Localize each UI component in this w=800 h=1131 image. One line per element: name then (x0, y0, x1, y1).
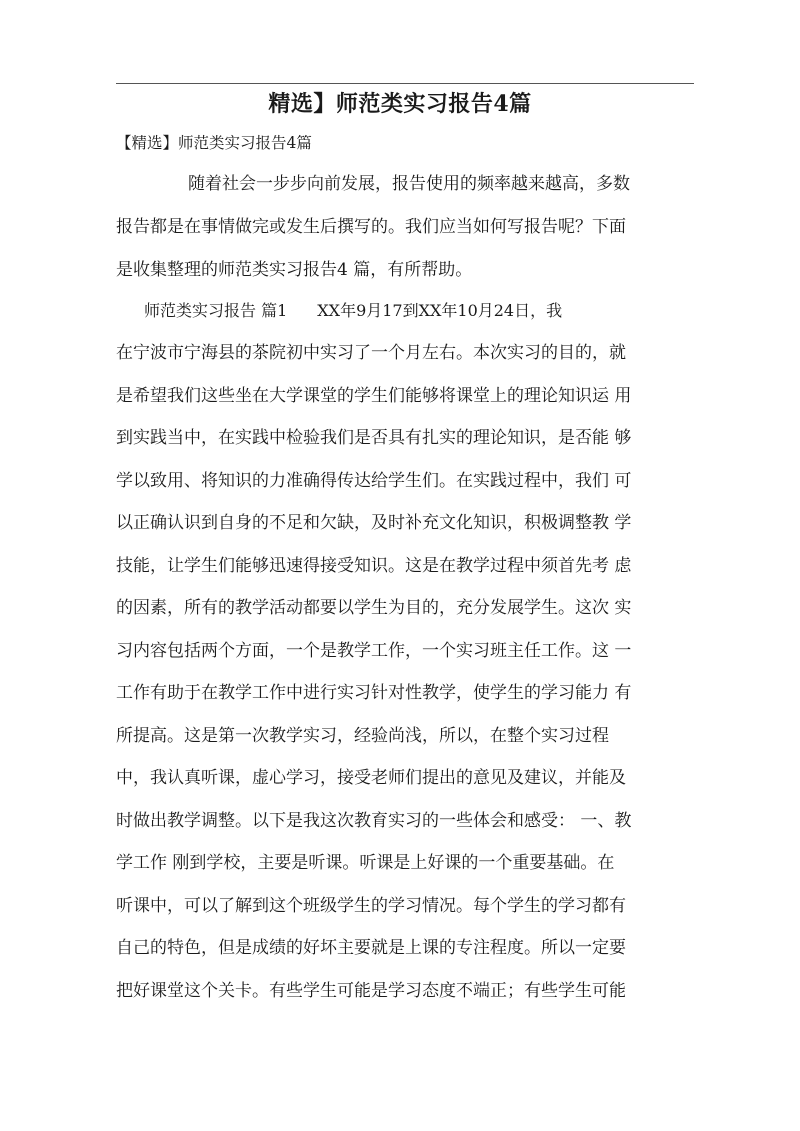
body-line: 习内容包括两个方面，一个是教学工作，一个实习班主任工作。这 一 (116, 641, 632, 661)
body-line: 以正确认识到自身的不足和欠缺，及时补充文化知识，积极调整教 学 (116, 513, 632, 533)
document-subtitle: 【精选】师范类实习报告4篇 (116, 134, 312, 152)
body-line: 所提高。这是第一次教学实习，经验尚浅，所以，在整个实习过程 (116, 726, 609, 746)
intro-line: 随着社会一步步向前发展，报告使用的频率越来越高，多数 (188, 174, 630, 194)
document-title: 精选】师范类实习报告4篇 (268, 91, 532, 117)
body-line: 学工作 刚到学校，主要是听课。听课是上好课的一个重要基础。在 (116, 853, 615, 873)
top-rule (116, 83, 694, 84)
body-line: 中，我认真听课，虚心学习，接受老师们提出的意见及建议，并能及 (116, 768, 626, 788)
body-line: 时做出教学调整。以下是我这次教育实习的一些体会和感受： 一、教 (116, 811, 632, 831)
body-line: 到实践当中，在实践中检验我们是否具有扎实的理论知识，是否能 够 (116, 428, 632, 448)
body-line: 把好课堂这个关卡。有些学生可能是学习态度不端正；有些学生可能 (116, 981, 626, 1001)
intro-line: 报告都是在事情做完或发生后撰写的。我们应当如何写报告呢？下面 (116, 217, 626, 237)
body-line: 听课中，可以了解到这个班级学生的学习情况。每个学生的学习都有 (116, 896, 626, 916)
body-line: 技能，让学生们能够迅速得接受知识。这是在教学过程中须首先考 虑 (116, 556, 632, 576)
body-line: 的因素，所有的教学活动都要以学生为目的，充分发展学生。这次 实 (116, 598, 632, 618)
body-line: 在宁波市宁海县的茶院初中实习了一个月左右。本次实习的目的，就 (116, 343, 626, 363)
body-line: 工作有助于在教学工作中进行实习针对性教学，使学生的学习能力 有 (116, 683, 632, 703)
section-heading: 师范类实习报告 篇1 (144, 301, 288, 320)
section-heading-line (144, 299, 562, 323)
intro-line: 是收集整理的师范类实习报告4 篇，有所帮助。 (116, 260, 473, 280)
body-line: 是希望我们这些坐在大学课堂的学生们能够将课堂上的理论知识运 用 (116, 386, 632, 406)
body-line: 自己的特色，但是成绩的好坏主要就是上课的专注程度。所以一定要 (116, 938, 626, 958)
section-date-text: XX年9月17到XX年10月24日，我 (317, 301, 563, 320)
body-line: 学以致用、将知识的力准确得传达给学生们。在实践过程中，我们 可 (116, 471, 632, 491)
